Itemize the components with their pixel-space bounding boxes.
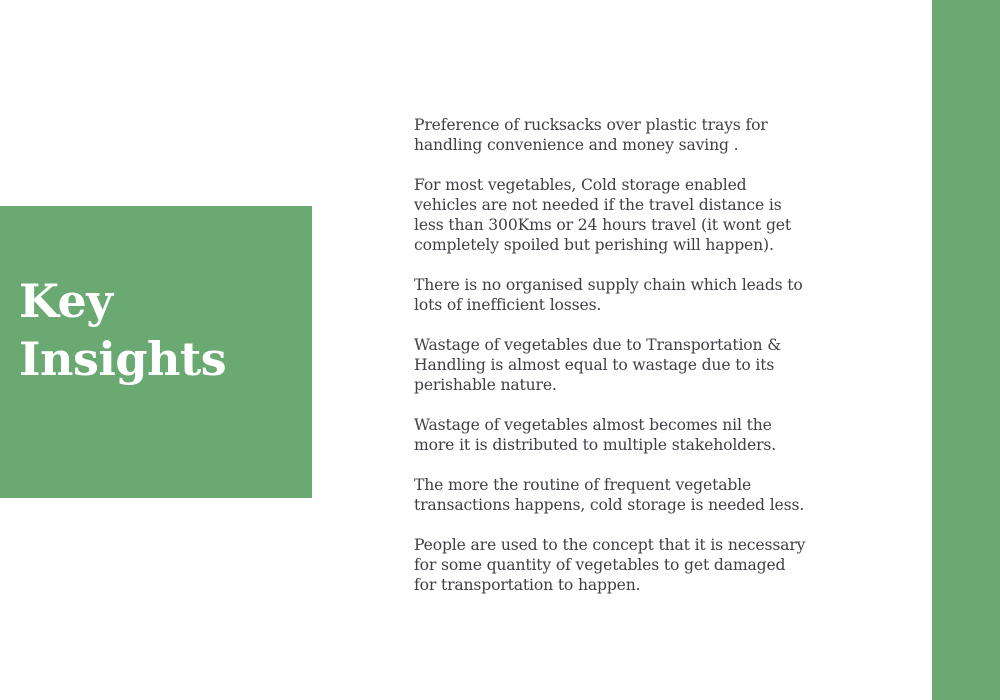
insight-item — [414, 535, 834, 595]
insight-line: Wastage of vegetables due to Transportation & — [414, 336, 781, 354]
page-title-line: Key — [19, 274, 113, 328]
insight-line: completely spoiled but perishing will happen). — [414, 236, 774, 254]
insight-line: vehicles are not needed if the travel distance is — [414, 196, 782, 214]
insight-item — [414, 475, 834, 515]
insight-line: Wastage of vegetables almost becomes nil the — [414, 416, 772, 434]
insight-line: more it is distributed to multiple stakeholders. — [414, 436, 777, 454]
insight-line: transactions happens, cold storage is needed less. — [414, 496, 805, 514]
insight-line: less than 300Kms or 24 hours travel (it wont get — [414, 216, 792, 234]
page-title-line: Insights — [19, 332, 227, 386]
insight-item — [414, 175, 834, 255]
insight-line: People are used to the concept that it is necessary — [414, 536, 806, 554]
insight-line: Handling is almost equal to wastage due to its — [414, 356, 775, 374]
insight-line: lots of inefficient losses. — [414, 296, 602, 314]
insight-item — [414, 335, 834, 395]
insight-line: Preference of rucksacks over plastic trays for — [414, 116, 768, 134]
insights-list — [414, 115, 834, 615]
right-accent-stripe — [932, 0, 1000, 700]
insight-item — [414, 275, 834, 315]
insight-line: handling convenience and money saving . — [414, 136, 739, 154]
insight-item — [414, 415, 834, 455]
insight-line: perishable nature. — [414, 376, 557, 394]
insight-line: There is no organised supply chain which leads to — [414, 276, 803, 294]
page-title — [19, 272, 226, 388]
insight-line: For most vegetables, Cold storage enabled — [414, 176, 747, 194]
insight-item — [414, 115, 834, 155]
insight-line: for some quantity of vegetables to get damaged — [414, 556, 786, 574]
insight-line: The more the routine of frequent vegetable — [414, 476, 752, 494]
insight-line: for transportation to happen. — [414, 576, 641, 594]
